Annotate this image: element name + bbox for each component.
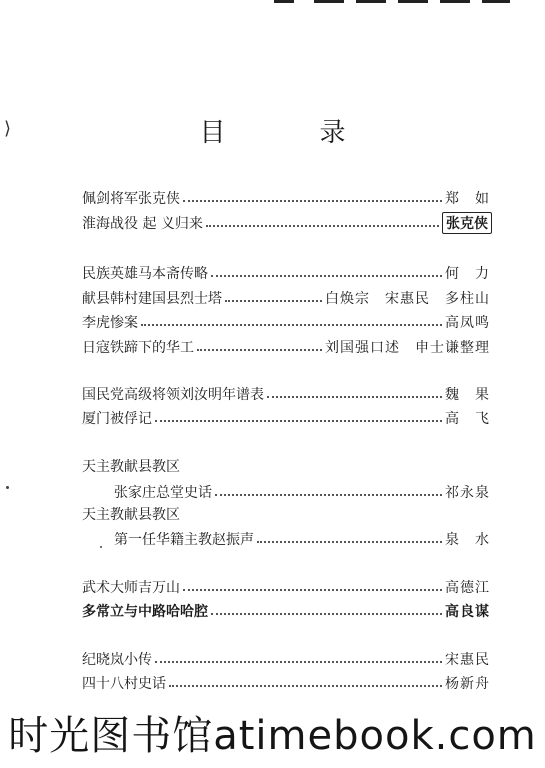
entry-title: 日寇铁蹄下的华工: [82, 340, 194, 356]
toc-entry: [114, 481, 490, 503]
top-rule: [440, 0, 470, 3]
entry-title: 张家庄总堂史话: [114, 485, 212, 501]
toc-entry: [82, 262, 490, 284]
entry-title: 淮海战役 起 义归来: [82, 216, 203, 232]
toc-entry: [82, 187, 490, 209]
top-rule: [356, 0, 386, 3]
entry-author: 祁永泉: [445, 485, 490, 501]
toc-entry: [114, 528, 490, 550]
entry-title: 第一任华籍主教赵振声: [114, 532, 254, 548]
section-heading: 天主教献县教区: [82, 507, 180, 523]
entry-author: 高 飞: [445, 411, 490, 427]
toc-entry: [82, 672, 490, 694]
section-heading: 天主教献县教区: [82, 459, 180, 475]
entry-author: 高凤鸣: [445, 315, 490, 331]
toc-entry: [82, 648, 490, 670]
top-rule: [314, 0, 344, 3]
scan-speck: [6, 486, 9, 489]
dot-leader: [155, 420, 442, 422]
dot-leader: [197, 349, 322, 351]
entry-title: 多常立与中路哈哈腔: [82, 604, 208, 620]
entry-author: 郑 如: [445, 191, 490, 207]
dot-leader: [141, 324, 442, 326]
entry-author: 高良谋: [445, 604, 490, 620]
entry-title: 四十八村史话: [82, 676, 166, 692]
entry-author: 杨新舟: [445, 676, 490, 692]
toc-entry: [82, 287, 490, 309]
toc-entry: [82, 311, 490, 333]
top-rule: [482, 0, 510, 3]
dot-leader: [215, 494, 442, 496]
margin-mark: ⟩: [4, 118, 12, 139]
entry-title: 厦门被俘记: [82, 411, 152, 427]
dot-leader: [267, 396, 442, 398]
toc-entry: [82, 383, 490, 405]
toc-entry: [82, 212, 492, 234]
entry-author: 高德江: [445, 580, 490, 596]
watermark-text: 时光图书馆atimebook.com: [0, 704, 545, 768]
page-title: 目 录: [199, 118, 380, 148]
entry-author: 魏 果: [445, 387, 490, 403]
entry-title: 武术大师吉万山: [82, 580, 180, 596]
entry-author: 白焕宗 宋惠民 多柱山: [325, 291, 490, 307]
dot-leader: [257, 541, 442, 543]
dot-leader: [169, 685, 442, 687]
top-rule: [398, 0, 428, 3]
entry-author: 何 力: [445, 266, 490, 282]
toc-entry: [82, 336, 490, 358]
entry-title: 纪晓岚小传: [82, 652, 152, 668]
dot-leader: [183, 589, 442, 591]
dot-leader: [225, 300, 322, 302]
toc-entry: [82, 407, 490, 429]
dot-leader: [211, 275, 442, 277]
dot-leader: [183, 200, 442, 202]
entry-author: 刘国强口述 申士谦整理: [325, 340, 490, 356]
entry-author: 宋惠民: [445, 652, 490, 668]
entry-title: 献县韩村建国县烈士塔: [82, 291, 222, 307]
scan-speck: [100, 546, 102, 548]
entry-author-stamp: 张克侠: [442, 212, 492, 234]
entry-author: 泉 水: [445, 532, 490, 548]
dot-leader: [211, 613, 442, 615]
entry-title: 民族英雄马本斋传略: [82, 266, 208, 282]
entry-title: 李虎惨案: [82, 315, 138, 331]
dot-leader: [155, 661, 442, 663]
toc-entry: [82, 600, 490, 622]
top-rule: [274, 0, 294, 3]
entry-title: 国民党高级将领刘汝明年谱表: [82, 387, 264, 403]
dot-leader: [206, 225, 439, 227]
toc-entry: [82, 576, 490, 598]
entry-title: 佩剑将军张克侠: [82, 191, 180, 207]
